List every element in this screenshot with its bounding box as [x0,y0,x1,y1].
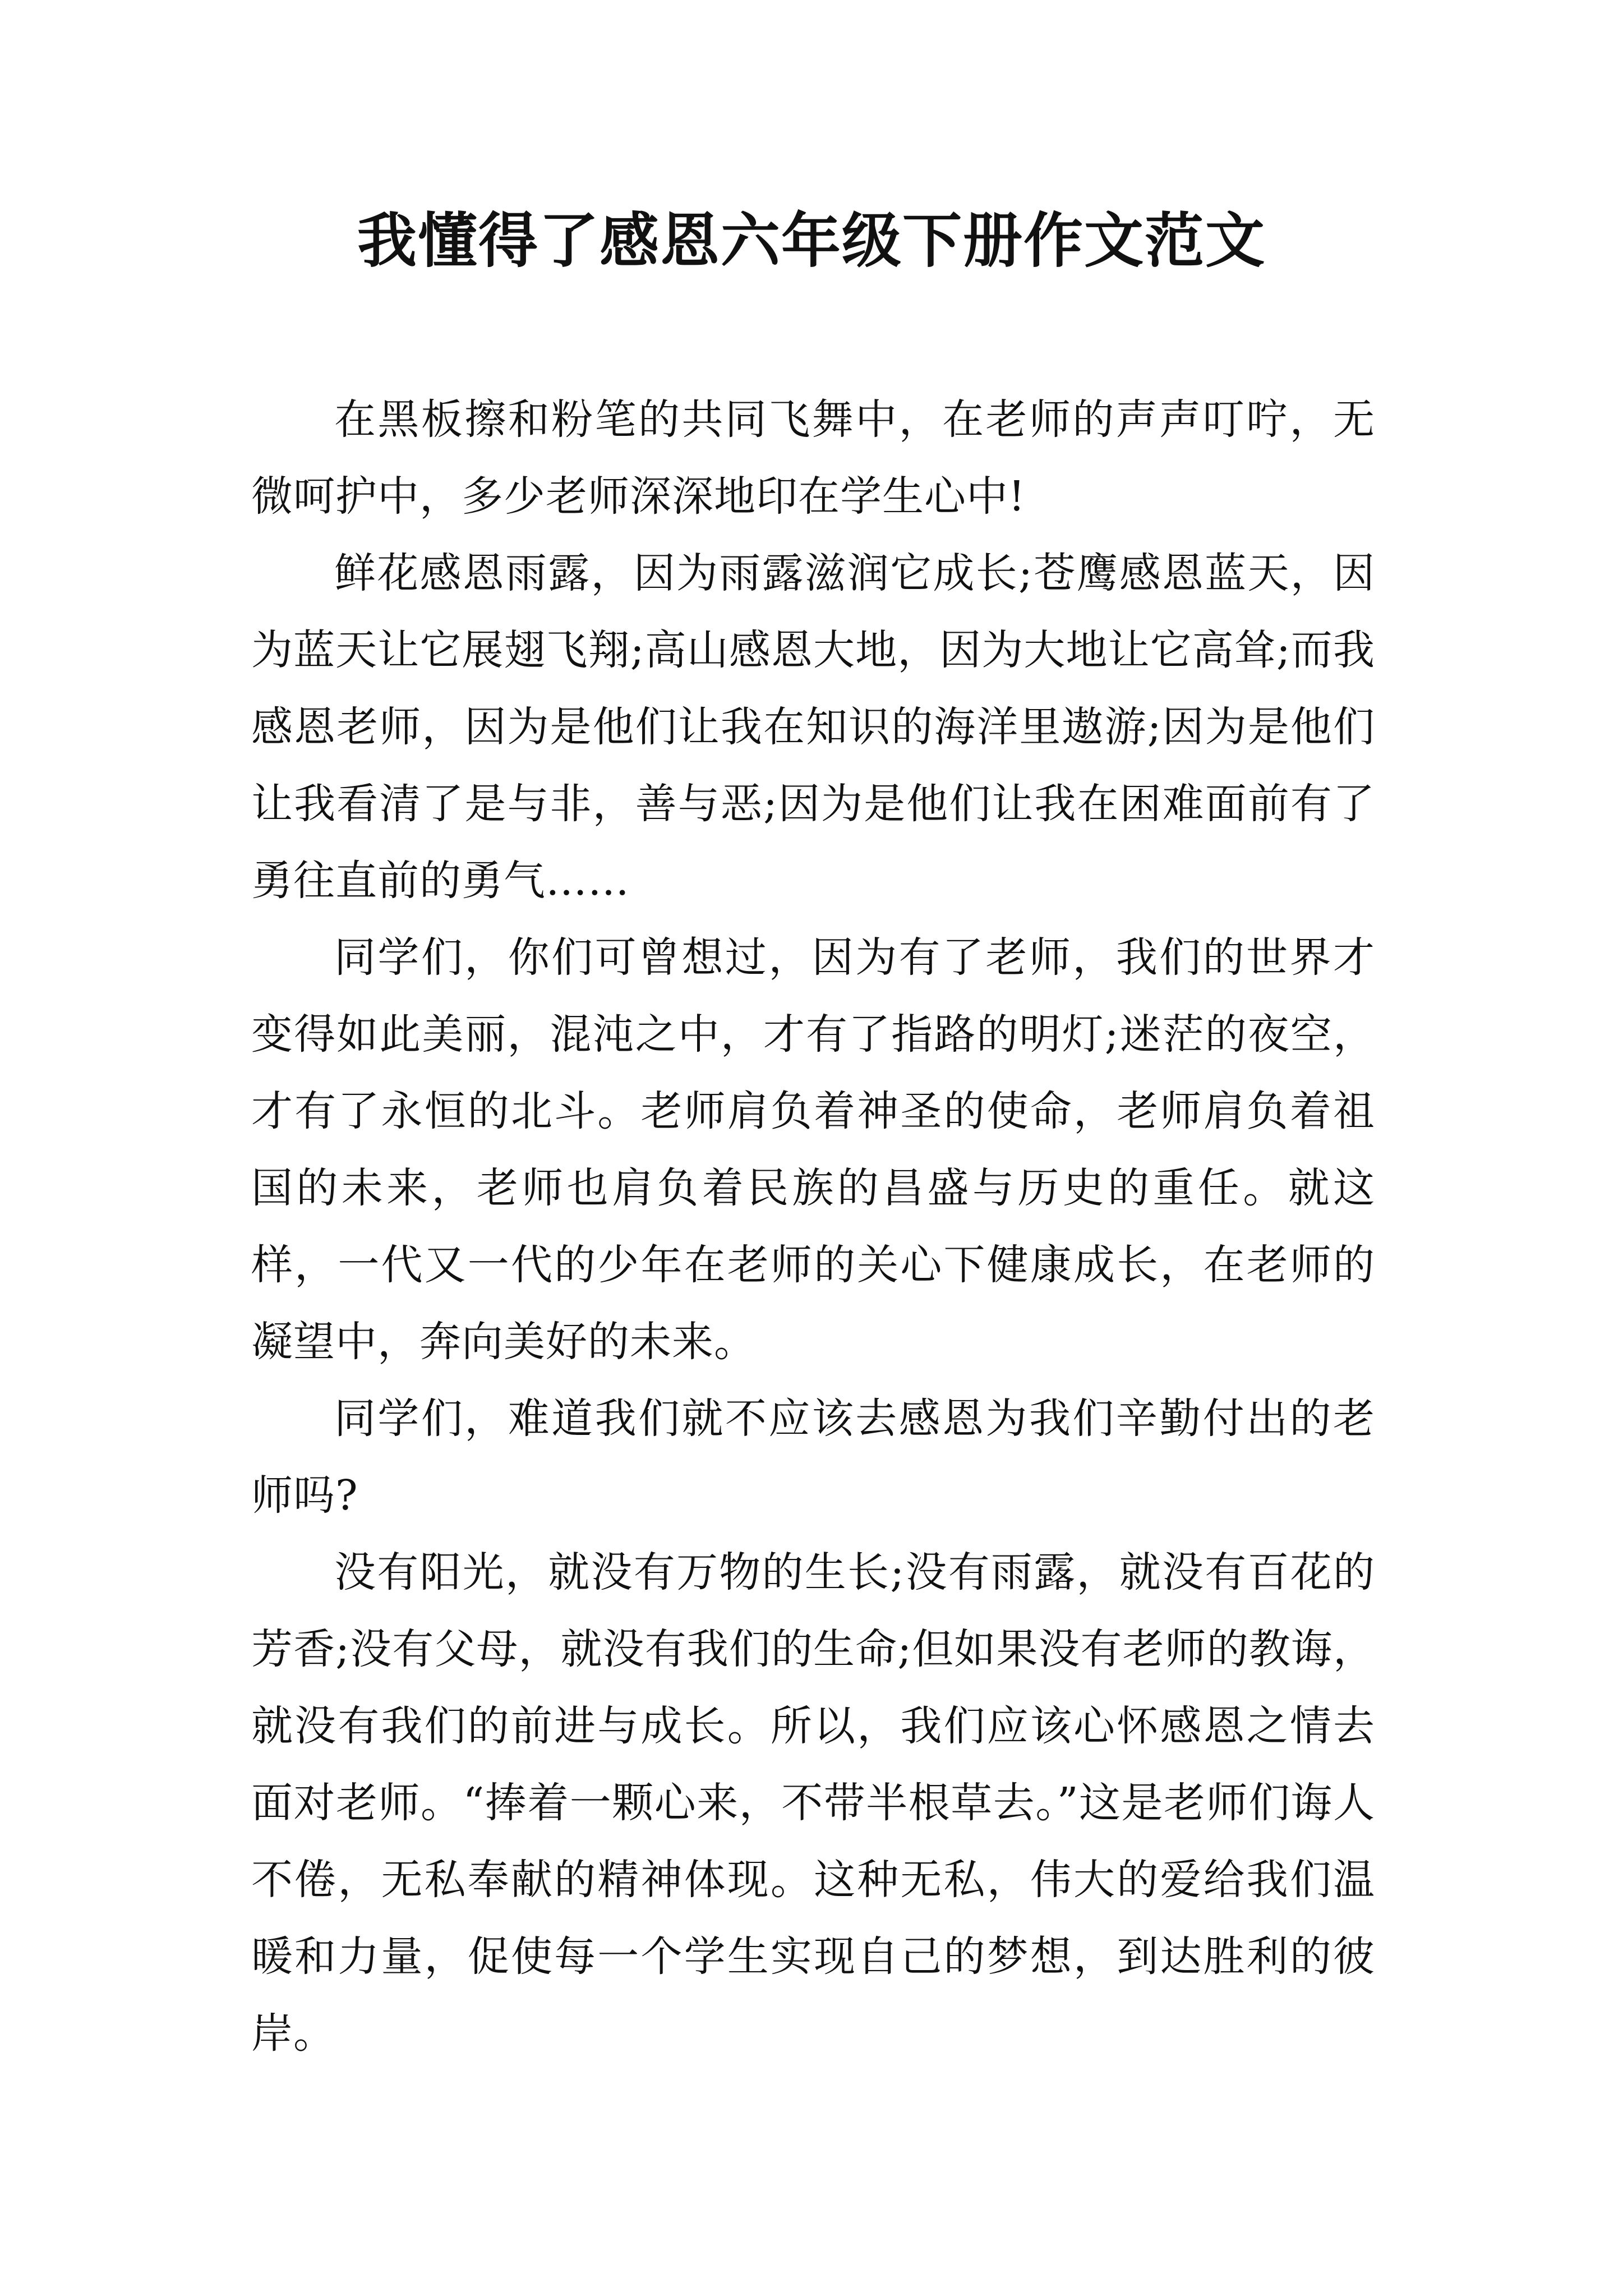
paragraph: 没有阳光，就没有万物的生长;没有雨露，就没有百花的芳香;没有父母，就没有我们的生命;但如果没有老师的教诲，就没有我们的前进与成长。所以，我们应该心怀感恩之情去面对老师。“捧着一颗心来，不带半根草去。”这是老师们诲人不倦，无私奉献的精神体现。这种无私，伟大的爱给我们温暖和力量，促使每一个学生实现自己的梦想，到达胜利的彼岸。 [251,1548,1375,2058]
paragraph: 同学们，难道我们就不应该去感恩为我们辛勤付出的老师吗? [251,1395,1375,1520]
paragraph: 鲜花感恩雨露，因为雨露滋润它成长;苍鹰感恩蓝天，因为蓝天让它展翅飞翔;高山感恩大地，因为大地让它高耸;而我感恩老师，因为是他们让我在知识的海洋里遨游;因为是他们让我看清了是与非，善与恶;因为是他们让我在困难面前有了勇往直前的勇气…… [251,549,1375,905]
paragraph: 同学们，你们可曾想过，因为有了老师，我们的世界才变得如此美丽，混沌之中，才有了指路的明灯;迷茫的夜空，才有了永恒的北斗。老师肩负着神圣的使命，老师肩负着祖国的未来，老师也肩负着民族的昌盛与历史的重任。就这样，一代又一代的少年在老师的关心下健康成长，在老师的凝望中，奔向美好的未来。 [251,933,1375,1366]
document-title: 我懂得了感恩六年级下册作文范文 [357,206,1266,275]
paragraph: 在黑板擦和粉笔的共同飞舞中，在老师的声声叮咛，无微呵护中，多少老师深深地印在学生心中! [251,395,1375,521]
document-body [251,381,1375,2072]
